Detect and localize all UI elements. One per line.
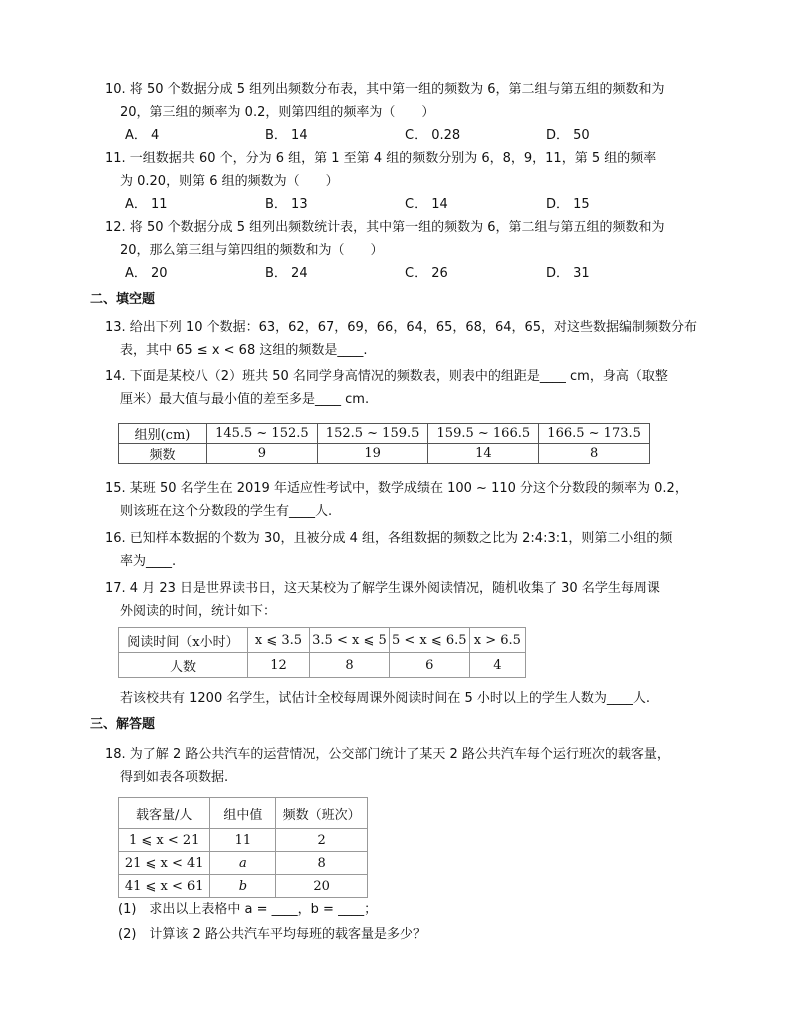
q10-option-a: A． 4 — [125, 128, 160, 143]
table-cell: 6 — [389, 653, 469, 678]
table-header-cell: 组别(cm) — [119, 424, 207, 444]
table-cell: 14 — [428, 444, 539, 464]
q15-line1: 15. 某班 50 名学生在 2019 年适应性考试中，数学成绩在 100 ~ 110 分这个分数段的频率为 0.2， — [105, 481, 688, 496]
table-cell: 21 ⩽ x < 41 — [119, 852, 210, 875]
q17-line1: 17. 4 月 23 日是世界读书日，这天某校为了解学生课外阅读情况，随机收集了 30 名学生每周课 — [105, 581, 660, 596]
q16-line2: 率为____. — [120, 554, 177, 569]
q17-line2: 外阅读的时间，统计如下： — [120, 604, 277, 619]
table-header-cell: x ⩽ 3.5 — [247, 628, 309, 653]
table-cell: 41 ⩽ x < 61 — [119, 875, 210, 898]
table-cell: 2 — [276, 829, 368, 852]
table-row — [119, 424, 650, 444]
q18-sub2: (2) 计算该 2 路公共汽车平均每班的载客量是多少？ — [118, 927, 426, 942]
q12-option-b: B． 24 — [265, 266, 308, 281]
table-header-cell: 152.5 ~ 159.5 — [317, 424, 428, 444]
table-header-cell: 3.5 < x ⩽ 5 — [310, 628, 390, 653]
q18-sub1: (1) 求出以上表格中 a = ____，b = ____； — [118, 902, 378, 917]
table-row — [119, 852, 368, 875]
q14-line2: 厘米）最大值与最小值的差至多是____ cm. — [120, 392, 370, 407]
q11-option-d: D． 15 — [546, 197, 590, 212]
table-header-cell: x > 6.5 — [469, 628, 525, 653]
table-header-cell: 组中值 — [210, 798, 276, 829]
table-header-cell: 145.5 ~ 152.5 — [207, 424, 318, 444]
table-header-cell: 载客量/人 — [119, 798, 210, 829]
q17-line3: 若该校共有 1200 名学生，试估计全校每周课外阅读时间在 5 小时以上的学生人数为____人. — [120, 691, 651, 706]
q14-line1: 14. 下面是某校八（2）班共 50 名同学身高情况的频数表，则表中的组距是____ cm，身高（取整 — [105, 369, 668, 384]
table-header-cell: 5 < x ⩽ 6.5 — [389, 628, 469, 653]
q12-line2: 20，那么第三组与第四组的频数和为（ ） — [120, 243, 384, 258]
table-cell: 11 — [210, 829, 276, 852]
q12-option-c: C． 26 — [405, 266, 448, 281]
q18-line2: 得到如表各项数据. — [120, 770, 229, 785]
table-cell: 19 — [317, 444, 428, 464]
table-row — [119, 875, 368, 898]
section-answer-title: 三、解答题 — [90, 717, 156, 732]
q13-line2: 表，其中 65 ≤ x < 68 这组的频数是____. — [120, 343, 368, 358]
q10-option-d: D． 50 — [546, 128, 590, 143]
q11-option-c: C． 14 — [405, 197, 448, 212]
table-cell: a — [210, 852, 276, 875]
table-cell: 8 — [310, 653, 390, 678]
table-cell: 8 — [539, 444, 650, 464]
q11-line1: 11. 一组数据共 60 个，分为 6 组，第 1 至第 4 组的频数分别为 6，8，9，11，第 5 组的频率 — [105, 151, 657, 166]
reading-time-table — [118, 627, 526, 678]
table-row — [119, 444, 650, 464]
table-header-cell: 阅读时间（x小时） — [119, 628, 248, 653]
q11-option-b: B． 13 — [265, 197, 308, 212]
table-row — [119, 653, 526, 678]
q16-line1: 16. 已知样本数据的个数为 30，且被分成 4 组，各组数据的频数之比为 2:4:3:1，则第二小组的频 — [105, 531, 673, 546]
q12-option-d: D． 31 — [546, 266, 590, 281]
q12-line1: 12. 将 50 个数据分成 5 组列出频数统计表，其中第一组的频数为 6，第二组与第五组的频数和为 — [105, 220, 665, 235]
table-row — [119, 628, 526, 653]
table-header-cell: 频数（班次） — [276, 798, 368, 829]
height-frequency-table — [118, 423, 650, 464]
table-row — [119, 829, 368, 852]
q11-option-a: A． 11 — [125, 197, 168, 212]
table-cell: 8 — [276, 852, 368, 875]
table-cell: 12 — [247, 653, 309, 678]
q10-option-c: C． 0.28 — [405, 128, 461, 143]
q15-line2: 则该班在这个分数段的学生有____人. — [120, 504, 333, 519]
table-row — [119, 798, 368, 829]
table-cell: 1 ⩽ x < 21 — [119, 829, 210, 852]
table-cell: 频数 — [119, 444, 207, 464]
section-fill-in-title: 二、填空题 — [90, 292, 156, 307]
table-header-cell: 159.5 ~ 166.5 — [428, 424, 539, 444]
q18-line1: 18. 为了解 2 路公共汽车的运营情况，公交部门统计了某天 2 路公共汽车每个运行班次的载客量， — [105, 747, 670, 762]
table-cell: 人数 — [119, 653, 248, 678]
table-header-cell: 166.5 ~ 173.5 — [539, 424, 650, 444]
table-cell: 20 — [276, 875, 368, 898]
table-cell: b — [210, 875, 276, 898]
table-cell: 4 — [469, 653, 525, 678]
passenger-load-table — [118, 797, 368, 898]
table-cell: 9 — [207, 444, 318, 464]
q10-line2: 20，第三组的频率为 0.2，则第四组的频率为（ ） — [120, 105, 435, 120]
q13-line1: 13. 给出下列 10 个数据：63，62，67，69，66，64，65，68，64，65，对这些数据编制频数分布 — [105, 320, 698, 335]
q10-line1: 10. 将 50 个数据分成 5 组列出频数分布表，其中第一组的频数为 6，第二组与第五组的频数和为 — [105, 82, 665, 97]
q10-option-b: B． 14 — [265, 128, 308, 143]
q12-option-a: A． 20 — [125, 266, 168, 281]
q11-line2: 为 0.20，则第 6 组的频数为（ ） — [120, 174, 339, 189]
